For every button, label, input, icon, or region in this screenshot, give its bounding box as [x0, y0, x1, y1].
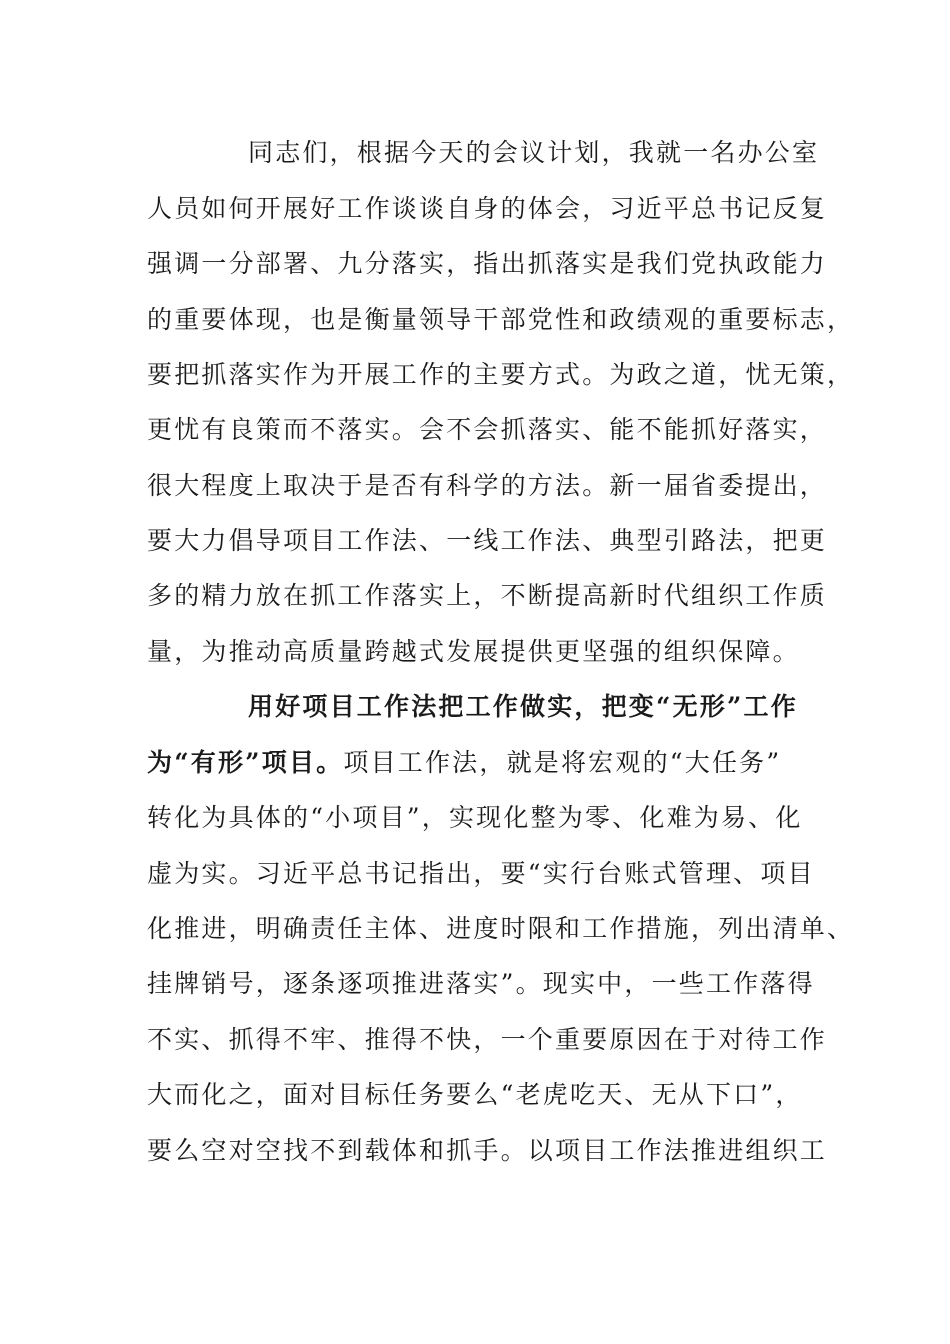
- paragraph-2-line-9: 要么空对空找不到载体和抓手。以项目工作法推进组织工: [147, 1136, 828, 1165]
- paragraph-2-line-8: 大而化之，面对目标任务要么“老虎吃天、无从下口”，: [147, 1080, 803, 1109]
- paragraph-1-line-3: 强调一分部署、九分落实，指出抓落实是我们党执政能力: [147, 249, 828, 278]
- paragraph-1-line-8: 要大力倡导项目工作法、一线工作法、典型引路法，把更: [147, 526, 828, 555]
- paragraph-2-line-2: [147, 743, 807, 783]
- paragraph-1-line-7: 很大程度上取决于是否有科学的方法。新一届省委提出，: [147, 471, 828, 500]
- paragraph-2-heading-line-2: 为“有形”项目。: [147, 748, 344, 777]
- paragraph-2-heading-line-1: 用好项目工作法把工作做实，把变“无形”工作: [248, 692, 798, 721]
- paragraph-2-line-4: 虚为实。习近平总书记指出，要“实行台账式管理、项目: [147, 859, 815, 888]
- paragraph-2-line-5: 化推进，明确责任主体、进度时限和工作措施，列出清单、: [147, 914, 855, 943]
- paragraph-2-line-7: 不实、抓得不牢、推得不快，一个重要原因在于对待工作: [147, 1025, 828, 1054]
- paragraph-1-line-9: 多的精力放在抓工作落实上，不断提高新时代组织工作质: [147, 581, 828, 610]
- paragraph-1-line-4: 的重要体现，也是衡量领导干部党性和政绩观的重要标志，: [147, 305, 855, 334]
- paragraph-2-line-3: 转化为具体的“小项目”，实现化整为零、化难为易、化: [147, 803, 803, 832]
- paragraph-2-line-2-text: 项目工作法，就是将宏观的“大任务”: [343, 748, 782, 777]
- paragraph-1-line-2: 人员如何开展好工作谈谈自身的体会，习近平总书记反复: [147, 194, 828, 223]
- paragraph-1-line-6: 更忧有良策而不落实。会不会抓落实、能不能抓好落实，: [147, 415, 828, 444]
- paragraph-2-line-6: 挂牌销号，逐条逐项推进落实”。现实中，一些工作落得: [147, 969, 815, 998]
- paragraph-1-line-1: 同志们，根据今天的会议计划，我就一名办公室: [248, 138, 820, 167]
- paragraph-1-line-10: 量，为推动高质量跨越式发展提供更坚强的组织保障。: [147, 637, 800, 666]
- paragraph-1-line-5: 要把抓落实作为开展工作的主要方式。为政之道，忧无策，: [147, 360, 855, 389]
